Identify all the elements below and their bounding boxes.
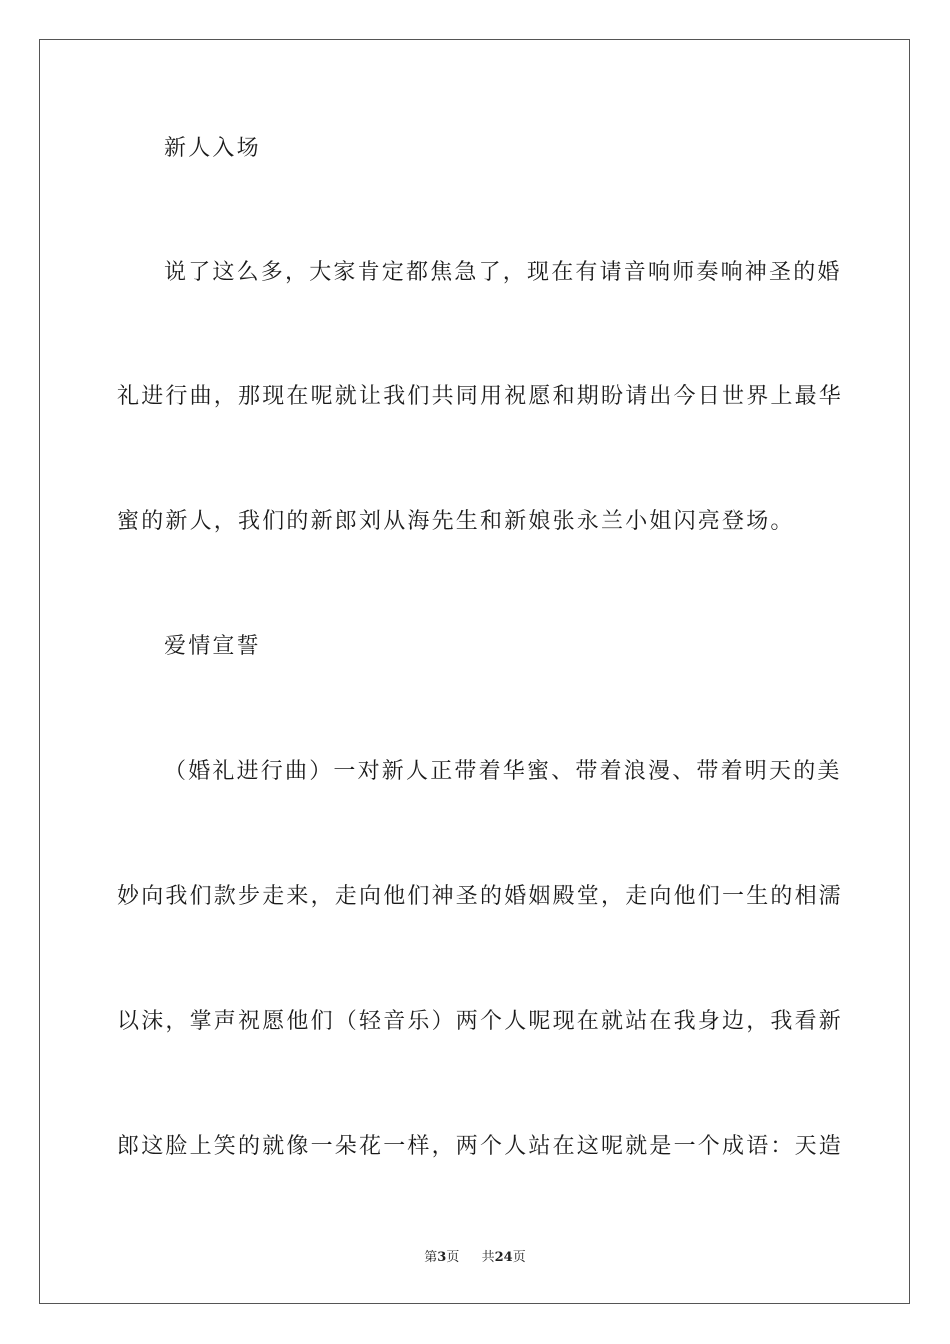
- page-number: 第3页: [424, 1250, 460, 1265]
- page-footer: [0, 1246, 950, 1265]
- paragraph-line: 以沫，掌声祝愿他们（轻音乐）两个人呢现在就站在我身边，我看新: [117, 1009, 844, 1034]
- paragraph-line: 说了这么多，大家肯定都焦急了，现在有请音响师奏响神圣的婚: [164, 260, 842, 285]
- page-border: [39, 39, 910, 1304]
- paragraph-line: （婚礼进行曲）一对新人正带着华蜜、带着浪漫、带着明天的美: [164, 759, 842, 784]
- paragraph-line: 蜜的新人，我们的新郎刘从海先生和新娘张永兰小姐闪亮登场。: [117, 509, 795, 534]
- paragraph-line: 妙向我们款步走来，走向他们神圣的婚姻殿堂，走向他们一生的相濡: [117, 884, 844, 909]
- total-pages: 共24页: [481, 1250, 526, 1265]
- paragraph-line: 礼进行曲，那现在呢就让我们共同用祝愿和期盼请出今日世界上最华: [117, 384, 844, 409]
- heading-bride-groom-entrance: 新人入场: [164, 136, 261, 161]
- paragraph-line: 郎这脸上笑的就像一朵花一样，两个人站在这呢就是一个成语：天造: [117, 1134, 844, 1159]
- heading-love-vow: 爱情宣誓: [164, 634, 261, 659]
